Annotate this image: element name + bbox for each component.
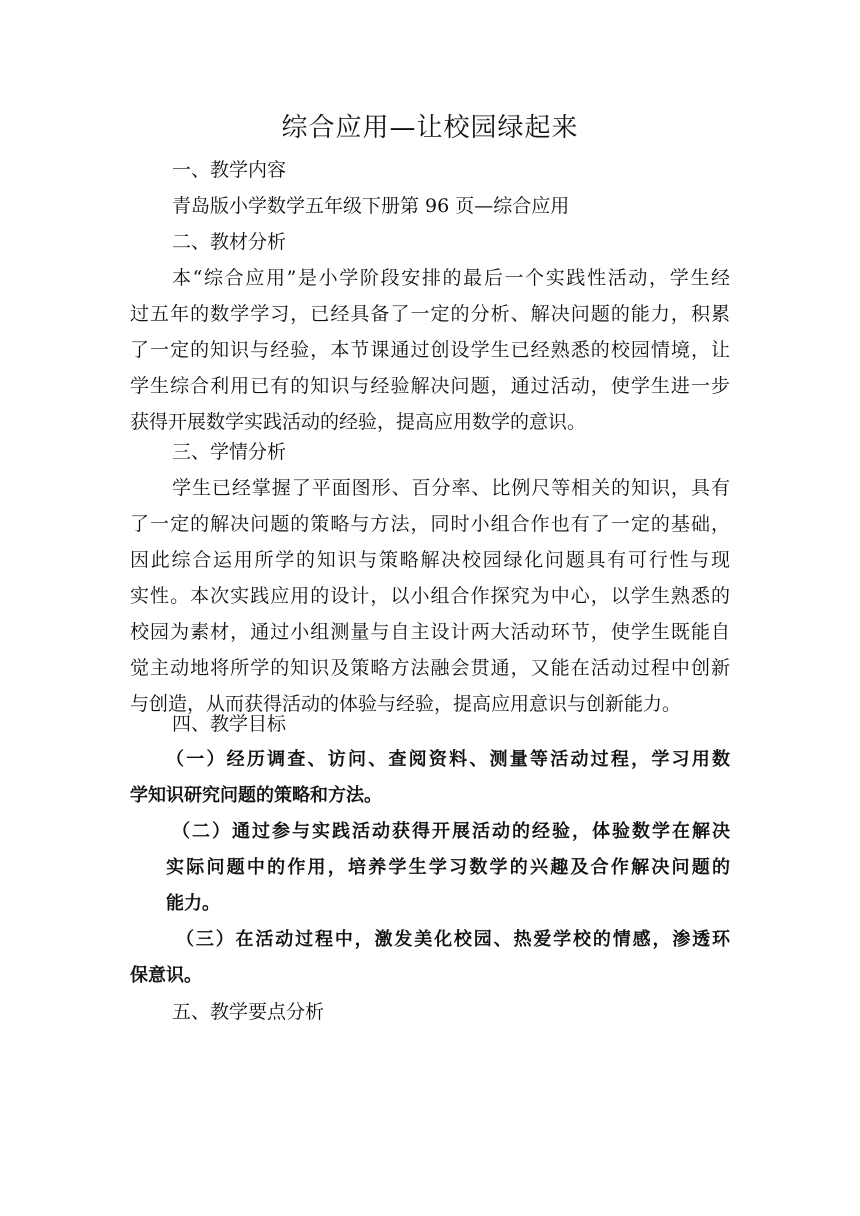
goal-line: 学知识研究问题的策略和方法。 — [130, 785, 382, 806]
paragraph-line: 青岛版小学数学五年级下册第 96 页—综合应用 — [172, 195, 570, 217]
section-heading-student-analysis: 三、学情分析 — [172, 441, 287, 463]
paragraph-line: 觉主动地将所学的知识及策略方法融会贯通，又能在活动过程中创新 — [130, 657, 730, 679]
goal-line: （一）经历调查、访问、查阅资料、测量等活动过程，学习用数 — [166, 749, 730, 770]
section-heading-teaching-content: 一、教学内容 — [172, 159, 287, 181]
goal-line: （二）通过参与实践活动获得开展活动的经验，体验数学在解决 — [172, 821, 730, 842]
goal-line: 保意识。 — [130, 965, 202, 986]
goal-line: 实际问题中的作用，培养学生学习数学的兴趣及合作解决问题的 — [166, 857, 730, 878]
paragraph-line: 过五年的数学学习，已经具备了一定的分析、解决问题的能力，积累 — [130, 303, 730, 325]
paragraph-line: 获得开展数学实践活动的经验，提高应用数学的意识。 — [130, 411, 587, 433]
paragraph-line: 了一定的知识与经验，本节课通过创设学生已经熟悉的校园情境，让 — [130, 339, 730, 361]
paragraph-line: 本“综合应用”是小学阶段安排的最后一个实践性活动，学生经 — [172, 267, 730, 289]
paragraph-line: 学生已经掌握了平面图形、百分率、比例尺等相关的知识，具有 — [172, 477, 730, 499]
paragraph-line: 学生综合利用已有的知识与经验解决问题，通过活动，使学生进一步 — [130, 375, 730, 397]
paragraph-line: 因此综合运用所学的知识与策略解决校园绿化问题具有可行性与现 — [130, 549, 730, 571]
paragraph-line: 实性。本次实践应用的设计，以小组合作探究为中心，以学生熟悉的 — [130, 585, 730, 607]
goal-line: 能力。 — [166, 893, 220, 914]
document-title: 综合应用—让校园绿起来 — [281, 113, 579, 143]
paragraph-line: 校园为素材，通过小组测量与自主设计两大活动环节，使学生既能自 — [130, 621, 730, 643]
section-heading-teaching-key-points: 五、教学要点分析 — [172, 1001, 325, 1023]
section-heading-textbook-analysis: 二、教材分析 — [172, 231, 287, 253]
goal-line: （三）在活动过程中，激发美化校园、热爱学校的情感，渗透环 — [176, 929, 730, 950]
paragraph-line: 与创造，从而获得活动的体验与经验，提高应用意识与创新能力。 — [130, 693, 682, 715]
paragraph-line: 了一定的解决问题的策略与方法，同时小组合作也有了一定的基础， — [130, 513, 730, 535]
section-heading-teaching-goals: 四、教学目标 — [172, 713, 287, 735]
